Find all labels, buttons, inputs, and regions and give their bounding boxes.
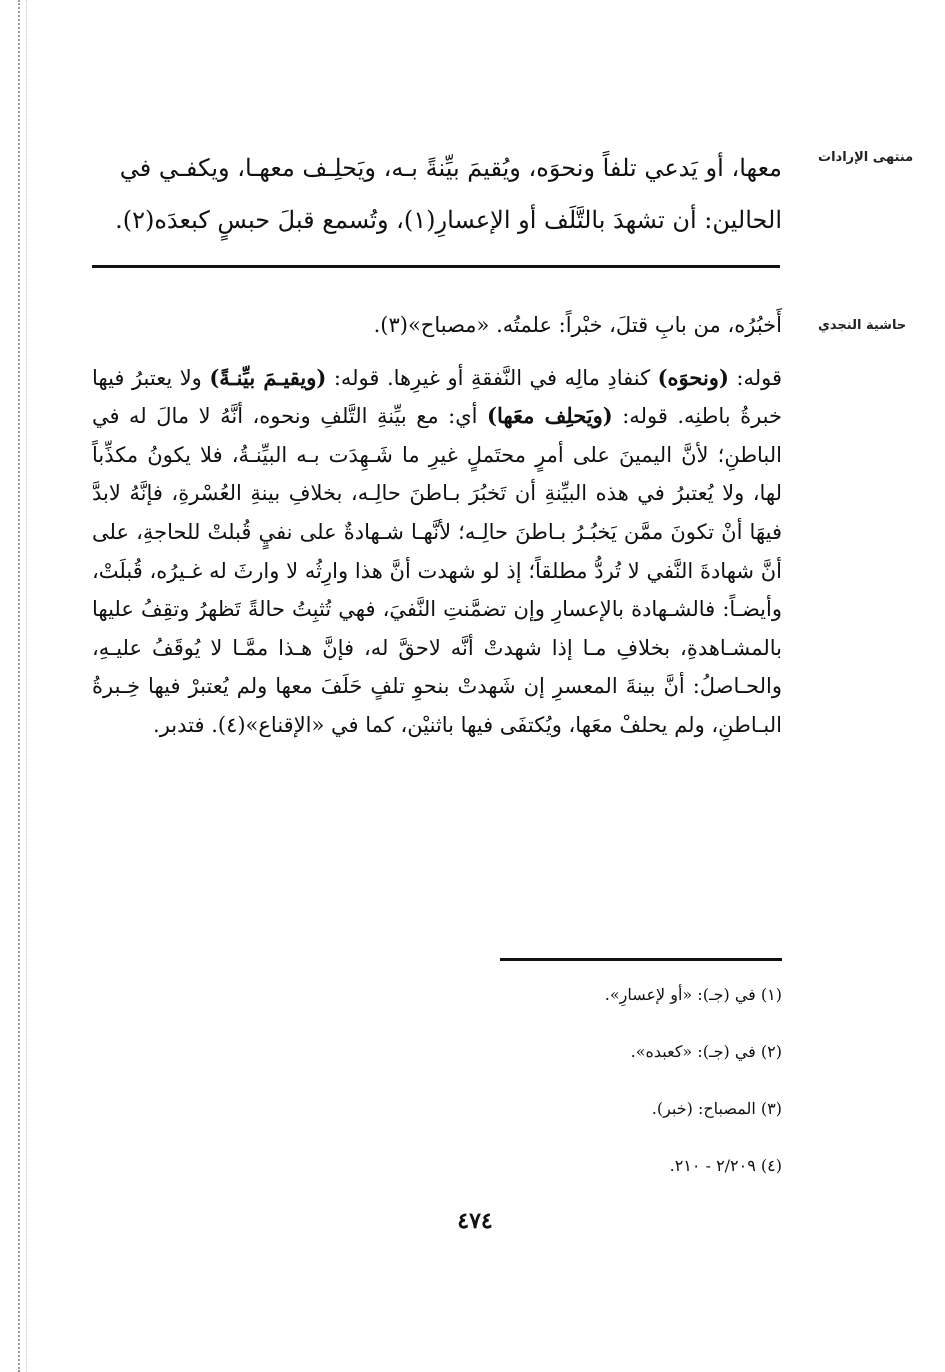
footnote-1: (١) في (جـ): «أو لإعسارِ». (604, 985, 782, 1004)
footnotes (300, 982, 782, 1210)
commentary-term-2: (ويقيـمَ بيِّنـةً) (209, 364, 327, 390)
margin-label-commentary: حاشية النجدي (818, 318, 907, 333)
commentary-term-3: (ويَحلِف معَها) (487, 403, 613, 429)
commentary-text (92, 306, 782, 745)
main-text (92, 142, 782, 246)
footnote-separator (500, 958, 782, 961)
commentary-text-3: أي: مع بيِّنةِ التَّلفِ ونحوه، أنَّهُ لا مالَ له في الباطنِ؛ لأنَّ اليمينَ على أمرٍ محتَملٍ غيرِ ما شَـهِدَت بـه البيِّنـةُ، فلا يكونُ مكذِّباً لها، ولا يُعتبرُ في هذه البيِّنةِ أن تَخبُرَ بـاطنَ حالِـه، بخلافِ بينةِ العُسْرةِ، فإنَّهُ لابدَّ فيهَا أنْ تكونَ ممَّن يَخبُـرُ بـاطنَ حالِـه؛ لأنَّهـا شـهادةٌ على نفيٍ قُبلتْ للحاجةِ، على أنَّ شهادةَ النَّفي لا تُردُّ مطلقاً؛ إذ لو شهدت أنَّ هذا وارِثُه لا وارثَ له غـيرُه، قُبلَتْ، وأيضـاً: فالشـهادة بالإعسارِ وإن تضمَّنتِ النَّفيَ، فهي تُثبِتُ حالةً تَظهرُ وتقِفُ عليها بالمشـاهدةِ، بخلافِ مـا إذا شهدتْ أنَّه لاحقَّ له، فإنَّ هـذا ممَّـا لا يُوقَفُ عليـهِ، والحـاصلُ: أنَّ بينةَ المعسرِ إن شَهدتْ بنحوِ تلفٍ حَلَفَ معها ولم يُعتبرْ فيها خِـبرةُ البـاطنِ، ولم يحلفْ معَها، ويُكتفَى فيها باثنيْن، كما في «الإقناع»(٤). فتدبر. (92, 404, 782, 737)
footnote-2: (٢) في (جـ): «كعبده». (630, 1042, 782, 1061)
margin-label-main: منتهى الإرادات (818, 150, 914, 165)
commentary-lead: قوله: (728, 365, 782, 390)
page-edge-dots-inner (26, 0, 27, 1372)
main-text-line-1: معها، أو يَدعي تلفاً ونحوَه، ويُقيمَ بيِّنةً بـه، ويَحلِـف معهـا، ويكفـي في (119, 154, 782, 182)
main-text-separator (92, 265, 780, 268)
page-number: ٤٧٤ (457, 1208, 493, 1234)
footnote-4: (٤) ٢/٢٠٩ - ٢١٠. (669, 1156, 782, 1175)
commentary-paragraph (92, 359, 782, 745)
commentary-text-2: ولا يعتبرُ فيها خبرةُ باطنِه. قوله: (92, 365, 782, 429)
main-text-line-2: الحالين: أن تشهدَ بالتَّلَف أو الإعسارِ(١)، وتُسمع قبلَ حبسٍ كبعدَه(٢). (115, 206, 782, 234)
page-edge-dots (18, 0, 20, 1372)
commentary-intro: أَخبُرُه، من بابِ قتلَ، خبْراً: علمتُه. «مصباح»(٣). (373, 313, 782, 337)
commentary-term-1: (ونحوَه) (657, 364, 729, 390)
commentary-text-1: كنفادِ مالِه في النَّفقةِ أو غيرِها. قوله: (326, 365, 658, 390)
footnote-3: (٣) المصباح: (خبر). (651, 1099, 782, 1118)
